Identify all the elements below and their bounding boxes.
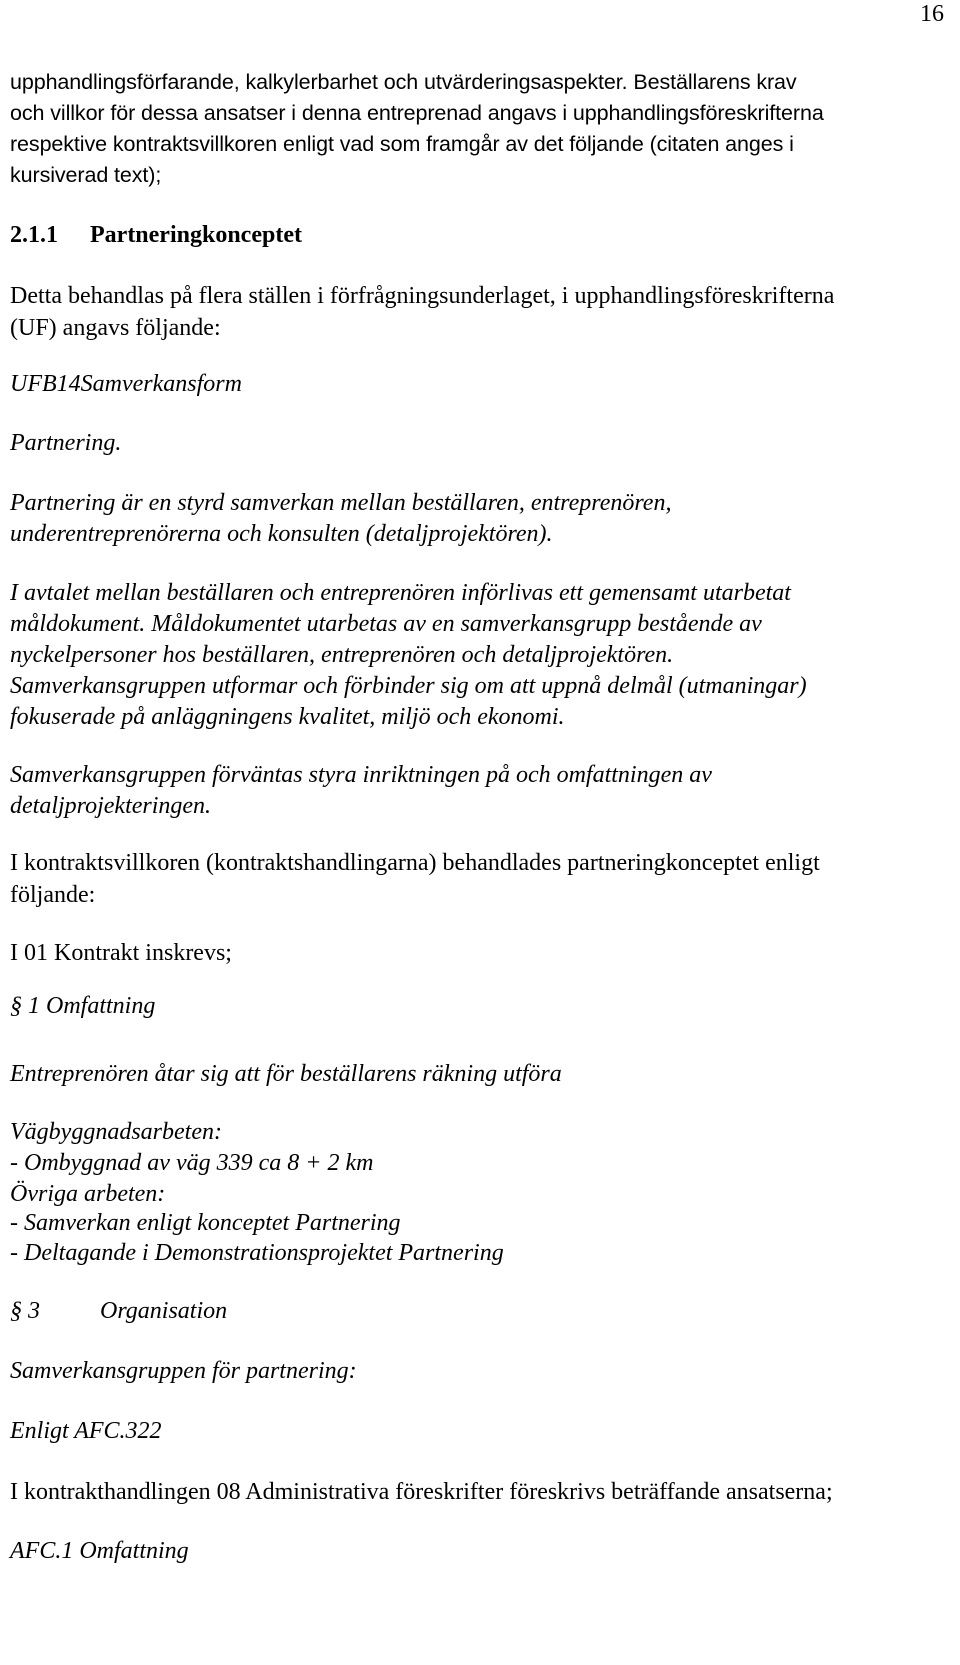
- uf-paragraph-line: (UF) angavs följande:: [10, 315, 221, 341]
- ovriga-item: - Samverkan enligt konceptet Partnering: [10, 1210, 401, 1236]
- kontrakt-paragraph-line: I kontraktsvillkoren (kontraktshandlingarna) behandlades partneringkonceptet enligt: [10, 850, 820, 876]
- intro-line: kursiverad text);: [10, 163, 162, 187]
- vagbygg-label: Vägbyggnadsarbeten:: [10, 1119, 222, 1145]
- vagbygg-item: - Ombyggnad av väg 339 ca 8 + 2 km: [10, 1150, 374, 1176]
- section-symbol: §: [10, 1298, 22, 1324]
- ovriga-label: Övriga arbeten:: [10, 1181, 166, 1207]
- section-3-heading: [10, 1296, 227, 1326]
- partnering-label: Partnering.: [10, 430, 122, 456]
- samverkansgrupp-line: Samverkansgruppen för partnering:: [10, 1358, 357, 1384]
- kontrakthandling-line: I kontrakthandlingen 08 Administrativa föreskrifter föreskrivs beträffande ansatserna;: [10, 1479, 833, 1505]
- styra-paragraph-line: Samverkansgruppen förväntas styra inriktningen på och omfattningen av: [10, 762, 712, 788]
- utfora-line: Entreprenören åtar sig att för beställarens räkning utföra: [10, 1061, 562, 1087]
- avtal-paragraph-line: måldokument. Måldokumentet utarbetas av en samverkansgrupp bestående av: [10, 611, 762, 637]
- uf-code: UFB14Samverkansform: [10, 371, 242, 397]
- ovriga-item: - Deltagande i Demonstrationsprojektet Partnering: [10, 1240, 504, 1266]
- partnering-definition-line: underentreprenörerna och konsulten (detaljprojektören).: [10, 521, 553, 547]
- intro-line: respektive kontraktsvillkoren enligt vad som framgår av det följande (citaten anges i: [10, 132, 794, 156]
- intro-line: och villkor för dessa ansatser i denna entreprenad angavs i upphandlingsföreskrifterna: [10, 101, 824, 125]
- section-title: Organisation: [100, 1298, 228, 1324]
- avtal-paragraph-line: nyckelpersoner hos beställaren, entreprenören och detaljprojektören.: [10, 642, 674, 668]
- page-number: 16: [920, 1, 944, 27]
- section-number: 1: [28, 993, 40, 1019]
- enligt-line: Enligt AFC.322: [10, 1418, 162, 1444]
- kontrakt-paragraph-line: följande:: [10, 882, 96, 908]
- section-heading-number: 2.1.1: [10, 222, 58, 248]
- avtal-paragraph-line: I avtalet mellan beställaren och entreprenören införlivas ett gemensamt utarbetat: [10, 580, 791, 606]
- section-symbol: §: [10, 993, 22, 1019]
- partnering-definition-line: Partnering är en styrd samverkan mellan beställaren, entreprenören,: [10, 490, 672, 516]
- section-heading-title: Partneringkonceptet: [90, 222, 302, 248]
- avtal-paragraph-line: fokuserade på anläggningens kvalitet, miljö och ekonomi.: [10, 704, 565, 730]
- styra-paragraph-line: detaljprojekteringen.: [10, 793, 212, 819]
- intro-line: upphandlingsförfarande, kalkylerbarhet och utvärderingsaspekter. Beställarens krav: [10, 70, 797, 94]
- section-heading: [10, 220, 302, 250]
- section-number: 3: [28, 1298, 40, 1324]
- kontrakt-heading: I 01 Kontrakt inskrevs;: [10, 940, 232, 966]
- afc-line: AFC.1 Omfattning: [10, 1538, 189, 1564]
- uf-paragraph-line: Detta behandlas på flera ställen i förfrågningsunderlaget, i upphandlingsföreskrifterna: [10, 283, 835, 309]
- section-title: Omfattning: [46, 993, 156, 1019]
- avtal-paragraph-line: Samverkansgruppen utformar och förbinder sig om att uppnå delmål (utmaningar): [10, 673, 807, 699]
- section-1-heading: [10, 991, 155, 1021]
